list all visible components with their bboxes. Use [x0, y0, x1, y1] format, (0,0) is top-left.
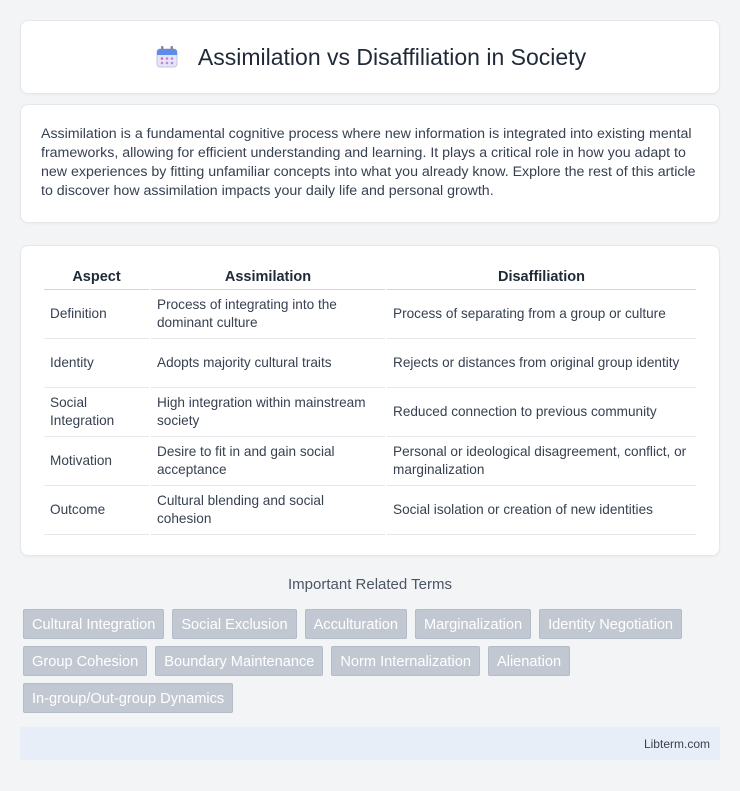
- cell-disaffiliation: Social isolation or creation of new identities: [387, 486, 696, 535]
- cell-assimilation: Desire to fit in and gain social acceptance: [151, 437, 385, 486]
- cell-disaffiliation: Rejects or distances from original group identity: [387, 339, 696, 388]
- page-title: Assimilation vs Disaffiliation in Society: [197, 43, 587, 70]
- tag-boundary-maintenance[interactable]: Boundary Maintenance: [155, 646, 323, 676]
- comparison-table: [42, 264, 698, 535]
- header-card: [20, 20, 720, 94]
- comparison-table-card: [20, 245, 720, 556]
- tag-norm-internalization[interactable]: Norm Internalization: [331, 646, 480, 676]
- calendar-icon: [154, 44, 180, 70]
- table-row: [44, 486, 696, 535]
- cell-assimilation: Cultural blending and social cohesion: [151, 486, 385, 535]
- header-aspect: Aspect: [44, 264, 149, 290]
- cell-disaffiliation: Reduced connection to previous community: [387, 388, 696, 437]
- cell-aspect: Social Integration: [44, 388, 149, 437]
- tag-social-exclusion[interactable]: Social Exclusion: [172, 609, 296, 639]
- tag-alienation[interactable]: Alienation: [488, 646, 570, 676]
- intro-card: [20, 104, 720, 223]
- table-row: [44, 290, 696, 339]
- tag-in-group-out-group-dynamics[interactable]: In-group/Out-group Dynamics: [23, 683, 233, 713]
- table-row: [44, 339, 696, 388]
- cell-aspect: Identity: [44, 339, 149, 388]
- cell-assimilation: Process of integrating into the dominant culture: [151, 290, 385, 339]
- title-wrap: [154, 44, 586, 71]
- footer: [20, 727, 720, 760]
- related-terms-tags: [23, 609, 723, 713]
- tag-group-cohesion[interactable]: Group Cohesion: [23, 646, 147, 676]
- cell-aspect: Definition: [44, 290, 149, 339]
- cell-assimilation: High integration within mainstream society: [151, 388, 385, 437]
- cell-assimilation: Adopts majority cultural traits: [151, 339, 385, 388]
- header-assimilation: Assimilation: [151, 264, 385, 290]
- cell-disaffiliation: Personal or ideological disagreement, conflict, or marginalization: [387, 437, 696, 486]
- header-disaffiliation: Disaffiliation: [387, 264, 696, 290]
- cell-aspect: Motivation: [44, 437, 149, 486]
- footer-site-link[interactable]: Libterm.com: [643, 736, 710, 751]
- tag-acculturation[interactable]: Acculturation: [305, 609, 407, 639]
- related-terms-title: Important Related Terms: [288, 576, 452, 593]
- cell-aspect: Outcome: [44, 486, 149, 535]
- intro-text: Assimilation is a fundamental cognitive process where new information is integrated into existing mental frameworks, allowing for efficient understanding and learning. It plays a critical role in how you adapt to new experiences by fitting unfamiliar concepts into what you already know. Explore the rest of this article to discover how assimilation impacts your daily life and personal growth.: [41, 126, 696, 199]
- table-header-row: [44, 264, 696, 290]
- table-row: [44, 388, 696, 437]
- tag-identity-negotiation[interactable]: Identity Negotiation: [539, 609, 682, 639]
- tag-marginalization[interactable]: Marginalization: [415, 609, 531, 639]
- tag-cultural-integration[interactable]: Cultural Integration: [23, 609, 164, 639]
- cell-disaffiliation: Process of separating from a group or culture: [387, 290, 696, 339]
- table-row: [44, 437, 696, 486]
